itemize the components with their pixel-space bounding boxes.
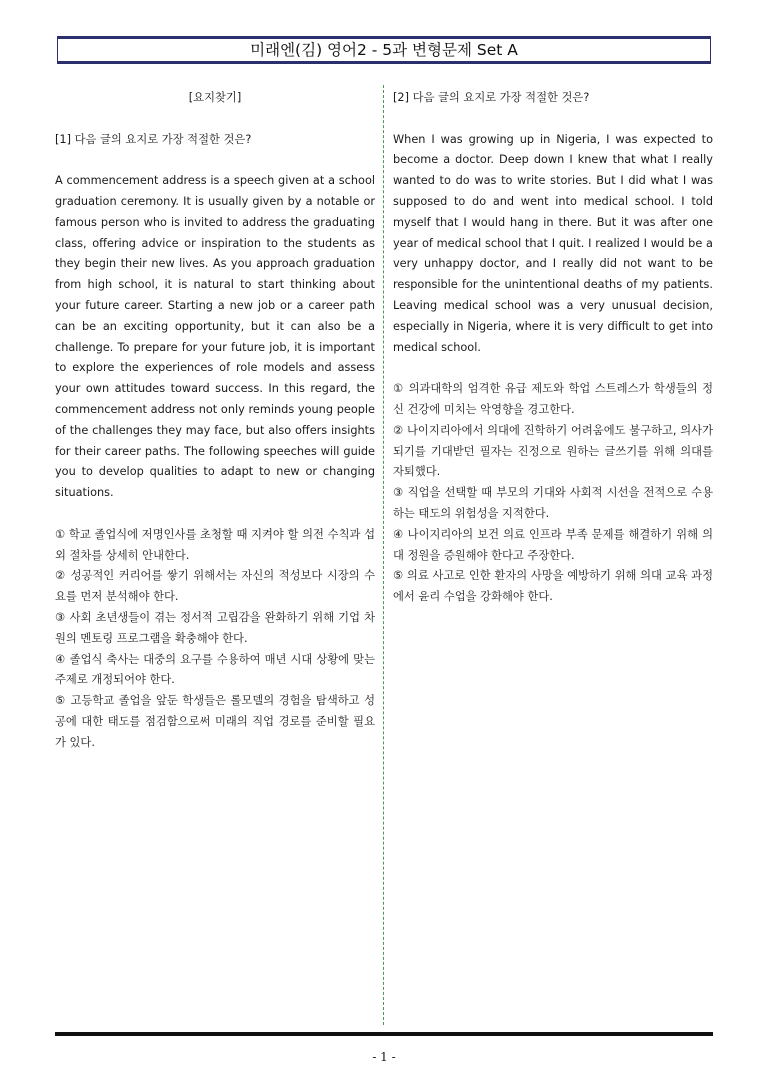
footer-rule — [55, 1032, 713, 1036]
q1-option-1: ① 학교 졸업식에 저명인사를 초청할 때 지켜야 할 의전 수칙과 섭외 절차를 상세히 안내한다. — [55, 527, 375, 562]
q2-option-5: ⑤ 의료 사고로 인한 환자의 사망을 예방하기 위해 의대 교육 과정에서 윤리 수업을 강화해야 한다. — [393, 569, 713, 604]
column-divider — [383, 85, 384, 1025]
right-column — [393, 88, 713, 608]
q2-option-4: ④ 나이지리아의 보건 의료 인프라 부족 문제를 해결하기 위해 의대 정원을 증원해야 한다고 주장한다. — [393, 527, 713, 562]
question-1-label: [1] 다음 글의 요지로 가장 적절한 것은? — [55, 132, 252, 146]
q2-option-2: ② 나이지리아에서 의대에 진학하기 어려움에도 불구하고, 의사가 되기를 기대받던 필자는 진정으로 원하는 글쓰기를 위해 의대를 자퇴했다. — [393, 423, 713, 479]
left-column — [55, 88, 375, 754]
page-number: - 1 - — [372, 1050, 396, 1064]
question-2-label: [2] 다음 글의 요지로 가장 적절한 것은? — [393, 91, 590, 104]
q1-option-4: ④ 졸업식 축사는 대중의 요구를 수용하여 매년 시대 상황에 맞는 주제로 개정되어야 한다. — [55, 652, 375, 687]
q1-option-5: ⑤ 고등학교 졸업을 앞둔 학생들은 롤모델의 경험을 탐색하고 성공에 대한 태도를 점검함으로써 미래의 직업 경로를 준비할 필요가 있다. — [55, 694, 375, 749]
passage-2: When I was growing up in Nigeria, I was expected to become a doctor. Deep down I knew that what I really wanted to do was to write stories. But I did what I was supposed to do and went into medical school. I told myself that I would hang in there. But it was after one year of medical school that I quit. I realized I would be a very unhappy doctor, and I really did not want to be responsible for the unintentional deaths of my patients. Leaving medical school was a very unusual decision, especially in Nigeria, where it is very difficult to get into medical school. — [393, 132, 713, 354]
q1-option-2: ② 성공적인 커리어를 쌓기 위해서는 자신의 적성보다 시장의 수요를 먼저 분석해야 한다. — [55, 569, 375, 604]
page-title: 미래엔(김) 영어2 - 5과 변형문제 Set A — [57, 36, 711, 64]
section-label: [요지찾기] — [188, 91, 242, 104]
q2-option-3: ③ 직업을 선택할 때 부모의 기대와 사회적 시선을 전적으로 수용하는 태도의 위험성을 지적한다. — [393, 486, 713, 520]
q2-option-1: ① 의과대학의 엄격한 유급 제도와 학업 스트레스가 학생들의 정신 건강에 미치는 악영향을 경고한다. — [393, 382, 713, 416]
passage-1: A commencement address is a speech given at a school graduation ceremony. It is usually given by a notable or famous person who is invited to address the graduating class, offering advice or inspiration to the students as they begin their new lives. As you approach graduation from high school, it is natural to start thinking about your future career. Starting a new job or a career path can be an exciting opportunity, but it can also be a challenge. To prepare for your future job, it is important to explore the experiences of role models and assess your own attitudes toward success. In this regard, the commencement address not only reminds young people of the challenges they may face, but also offers insights for their career paths. The following speeches will guide you to develop qualities to adapt to new or changing situations. — [55, 174, 375, 500]
q1-option-3: ③ 사회 초년생들이 겪는 정서적 고립감을 완화하기 위해 기업 차원의 멘토링 프로그램을 확충해야 한다. — [55, 610, 375, 645]
